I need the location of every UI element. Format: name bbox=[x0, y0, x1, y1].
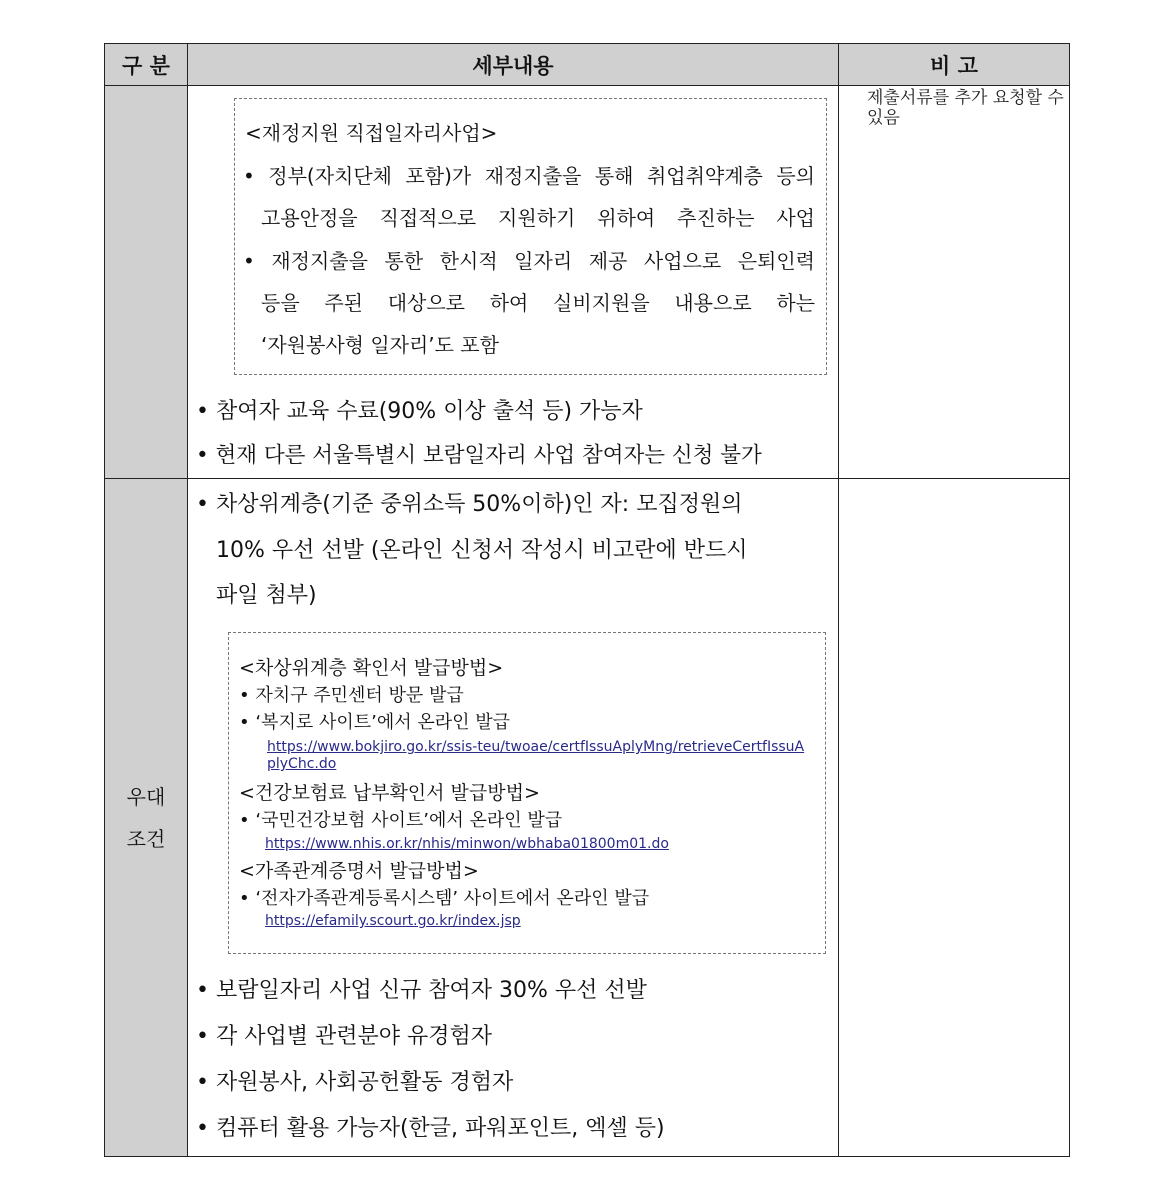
box-item-line: 고용안정을 직접적으로 지원하기 위하여 추진하는 사업 bbox=[261, 206, 815, 230]
preference-category bbox=[105, 479, 188, 1157]
bullet-experience: • 각 사업별 관련분야 유경험자 bbox=[196, 1024, 492, 1049]
header-remarks: 비 고 bbox=[839, 44, 1070, 86]
intro-line: 파일 첨부) bbox=[216, 583, 317, 608]
section-item: • ‘복지로 사이트’에서 온라인 발급 bbox=[239, 712, 510, 733]
header-row bbox=[105, 44, 1070, 86]
certificate-guide-box bbox=[228, 632, 826, 954]
header-details: 세부내용 bbox=[188, 44, 839, 86]
box-title: <재정지원 직접일자리사업> bbox=[245, 121, 498, 145]
box-item-line: 등을 주된 대상으로 하여 실비지원을 내용으로 하는 bbox=[261, 291, 815, 315]
eligibility-remark bbox=[839, 86, 1070, 479]
eligibility-category bbox=[105, 86, 188, 479]
box-item-line: • 정부(자치단체 포함)가 재정지출을 통해 취업취약계층 등의 bbox=[243, 164, 815, 188]
preference-details bbox=[188, 479, 839, 1157]
intro-line: 10% 우선 선발 (온라인 신청서 작성시 비고란에 반드시 bbox=[216, 538, 748, 563]
intro-line: • 차상위계층(기준 중위소득 50%이하)인 자: 모집정원의 bbox=[196, 492, 743, 517]
section-item: • ‘전자가족관계등록시스템’ 사이트에서 온라인 발급 bbox=[239, 888, 650, 909]
efamily-link[interactable]: https://efamily.scourt.go.kr/index.jsp bbox=[265, 913, 521, 929]
details-table bbox=[104, 43, 1070, 1157]
nhis-link[interactable]: https://www.nhis.or.kr/nhis/minwon/wbhaba01800m01.do bbox=[265, 836, 669, 852]
bullet-volunteer: • 자원봉사, 사회공헌활동 경험자 bbox=[196, 1070, 514, 1095]
bullet-computer: • 컴퓨터 활용 가능자(한글, 파워포인트, 엑셀 등) bbox=[196, 1116, 665, 1141]
section-item: • ‘국민건강보험 사이트’에서 온라인 발급 bbox=[239, 810, 563, 831]
bokjiro-link[interactable]: https://www.bokjiro.go.kr/ssis-teu/twoae/certfIssuAplyMng/retrieveCertfIssuAplyChc.do bbox=[267, 739, 805, 772]
eligibility-row bbox=[105, 86, 1070, 479]
box-item-line: ‘자원봉사형 일자리’도 포함 bbox=[261, 333, 499, 357]
category-line: 우대 bbox=[126, 784, 166, 809]
section-title: <차상위계층 확인서 발급방법> bbox=[239, 657, 504, 679]
bullet-no-duplicate: • 현재 다른 서울특별시 보람일자리 사업 참여자는 신청 불가 bbox=[196, 443, 762, 468]
remark-text: 제출서류를 추가 요청할 수 있음 bbox=[867, 88, 1064, 128]
preference-row bbox=[105, 479, 1070, 1157]
direct-job-definition-box bbox=[234, 98, 827, 375]
section-title: <가족관계증명서 발급방법> bbox=[239, 860, 479, 882]
header-category: 구 분 bbox=[105, 44, 188, 86]
section-title: <건강보험료 납부확인서 발급방법> bbox=[239, 782, 540, 804]
box-item-line: • 재정지출을 통한 한시적 일자리 제공 사업으로 은퇴인력 bbox=[243, 249, 815, 273]
eligibility-details bbox=[188, 86, 839, 479]
category-line: 조건 bbox=[126, 826, 166, 851]
preference-remark bbox=[839, 479, 1070, 1157]
section-item: • 자치구 주민센터 방문 발급 bbox=[239, 685, 464, 706]
bullet-training: • 참여자 교육 수료(90% 이상 출석 등) 가능자 bbox=[196, 399, 643, 424]
bullet-new-participant: • 보람일자리 사업 신규 참여자 30% 우선 선발 bbox=[196, 978, 647, 1003]
